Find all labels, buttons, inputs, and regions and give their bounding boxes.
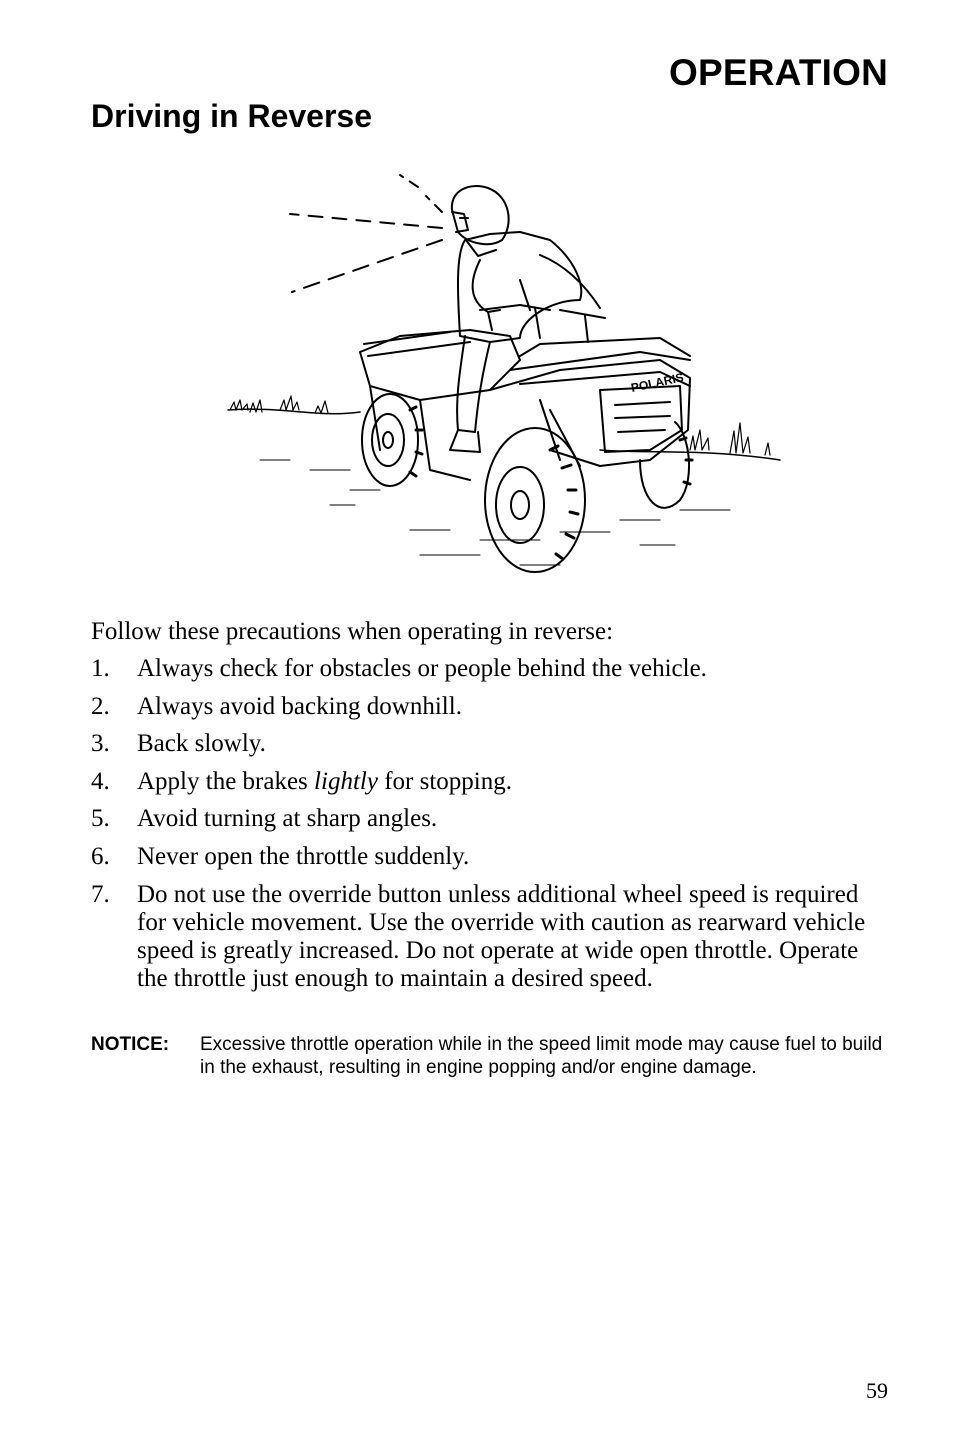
list-text: Do not use the override button unless additional wheel speed is required for vehicle movement. Use the override with caution as rearward vehicle speed is greatly increased. Do not operate at wide open throttle. Operate the throttle just enough to maintain a desired speed. <box>137 880 866 992</box>
list-number: 2. <box>91 692 110 720</box>
list-item <box>91 655 891 683</box>
notice-text: Excessive throttle operation while in the speed limit mode may cause fuel to build in the exhaust, resulting in engine popping and/or engine damage. <box>200 1034 883 1078</box>
list-number: 4. <box>91 767 110 795</box>
list-text-before: Apply the brakes <box>137 767 315 795</box>
list-number: 3. <box>91 730 110 758</box>
list-text-emphasis: lightly <box>314 767 378 795</box>
notice-block <box>91 1033 891 1079</box>
list-number: 1. <box>91 655 110 682</box>
intro-text: Follow these precautions when operating in reverse: <box>91 618 614 645</box>
section-header: OPERATION <box>668 52 888 93</box>
list-item <box>91 843 891 871</box>
list-text: Always avoid backing downhill. <box>137 692 462 720</box>
precaution-list <box>91 655 891 1002</box>
list-item <box>91 768 891 796</box>
list-item <box>91 693 891 721</box>
list-text: Always check for obstacles or people behind the vehicle. <box>137 655 707 682</box>
list-text: Never open the throttle suddenly. <box>137 842 470 870</box>
list-number: 7. <box>91 880 110 908</box>
list-text: Avoid turning at sharp angles. <box>137 805 438 833</box>
page-title: Driving in Reverse <box>91 98 372 134</box>
page-number: 59 <box>866 1378 888 1403</box>
list-text: Back slowly. <box>137 730 266 758</box>
list-number: 5. <box>91 805 110 833</box>
list-item <box>91 730 891 758</box>
list-number: 6. <box>91 842 110 870</box>
list-text-after: for stopping. <box>377 767 512 795</box>
list-item <box>91 881 891 993</box>
atv-badge: POLARIS <box>629 370 685 395</box>
notice-label: NOTICE: <box>91 1034 170 1055</box>
atv-reverse-illustration <box>220 160 790 580</box>
list-item <box>91 805 891 833</box>
